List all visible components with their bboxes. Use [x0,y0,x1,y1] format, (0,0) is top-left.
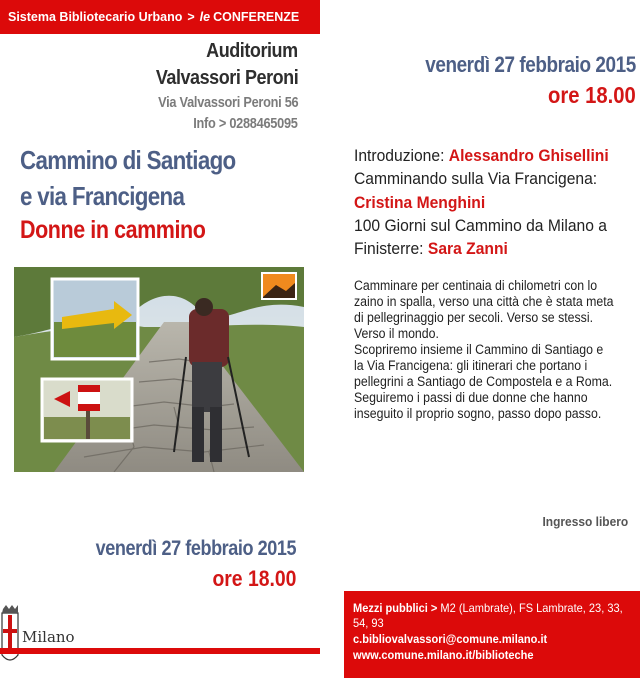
program-intro-speaker: Alessandro Ghisellini [448,146,609,165]
photo-inset-sign [42,379,132,441]
event-photo [14,267,304,472]
program-talk2 [354,193,485,213]
program-intro-label: Introduzione: [354,146,445,165]
venue-info: Info > 0288465095 [193,116,298,132]
description-line: zaino in spalla, verso una città che è stata meta [354,294,614,309]
event-description [354,278,614,422]
milano-logo-text: Milano [22,628,75,646]
banner-text [8,10,299,24]
program-talk2-label: Camminando sulla Via Francigena: [354,169,598,188]
footer-transport-label: Mezzi pubblici > [353,601,438,615]
program-talk3 [354,239,508,259]
program-talk3-speaker: Sara Zanni [427,239,508,258]
footer-email[interactable] [353,632,547,647]
bottom-red-line [0,648,320,654]
entry-note: Ingresso libero [542,514,628,529]
venue-name-line1: Auditorium [206,40,298,62]
title-line2: e via Francigena [20,181,185,211]
venue-address: Via Valvassori Peroni 56 [157,95,298,111]
banner-section: CONFERENZE [213,10,300,24]
banner-separator: > [187,10,195,24]
footer-website[interactable] [353,648,534,663]
program-intro [354,146,609,166]
footer-transport-value-a: M2 (Lambrate), FS Lambrate, 23, 33, [440,601,623,615]
footer-transport-value-b: 54, 93 [353,616,384,630]
photo-inset-arrow [52,279,138,359]
footer-info-box [344,591,640,678]
banner-le: le [199,10,211,24]
title-subtitle: Donne in cammino [20,216,206,244]
description-line: pellegrini a Santiago de Compostela e a Roma. [354,374,613,389]
banner-org: Sistema Bibliotecario Urbano [8,10,183,24]
description-line: Scopriremo insieme il Cammino di Santiago e [354,342,604,357]
photo-inset-sunset [262,273,296,299]
description-line: Seguiremo i passi di due donne che hanno [354,390,588,405]
photo-illustration [14,267,304,472]
right-event-date: venerdì 27 febbraio 2015 [425,52,636,77]
description-line: Verso il mondo. [354,326,439,341]
description-line: la Via Francigena: gli itinerari che portano i [354,358,588,373]
left-event-time: ore 18.00 [212,566,296,591]
venue-name-line2: Valvassori Peroni [155,67,298,89]
footer-transport [353,601,623,616]
program-talk2-speaker: Cristina Menghini [354,193,486,212]
description-line: inseguito il proprio sogno, passo dopo passo. [354,406,602,421]
program-talk3-label-a: 100 Giorni sul Cammino da Milano a [354,216,607,235]
footer-website-text[interactable]: www.comune.milano.it/biblioteche [353,648,534,662]
program-talk3-label-b: Finisterre: [354,239,424,258]
title-line1: Cammino di Santiago [20,145,236,175]
description-line: di pellegrinaggio per secoli. Verso se stessi. [354,310,593,325]
left-event-date: venerdì 27 febbraio 2015 [95,537,296,560]
footer-email-text[interactable]: c.bibliovalvassori@comune.milano.it [353,632,548,646]
right-event-time: ore 18.00 [548,82,636,108]
description-line: Camminare per centinaia di chilometri con lo [354,278,598,293]
